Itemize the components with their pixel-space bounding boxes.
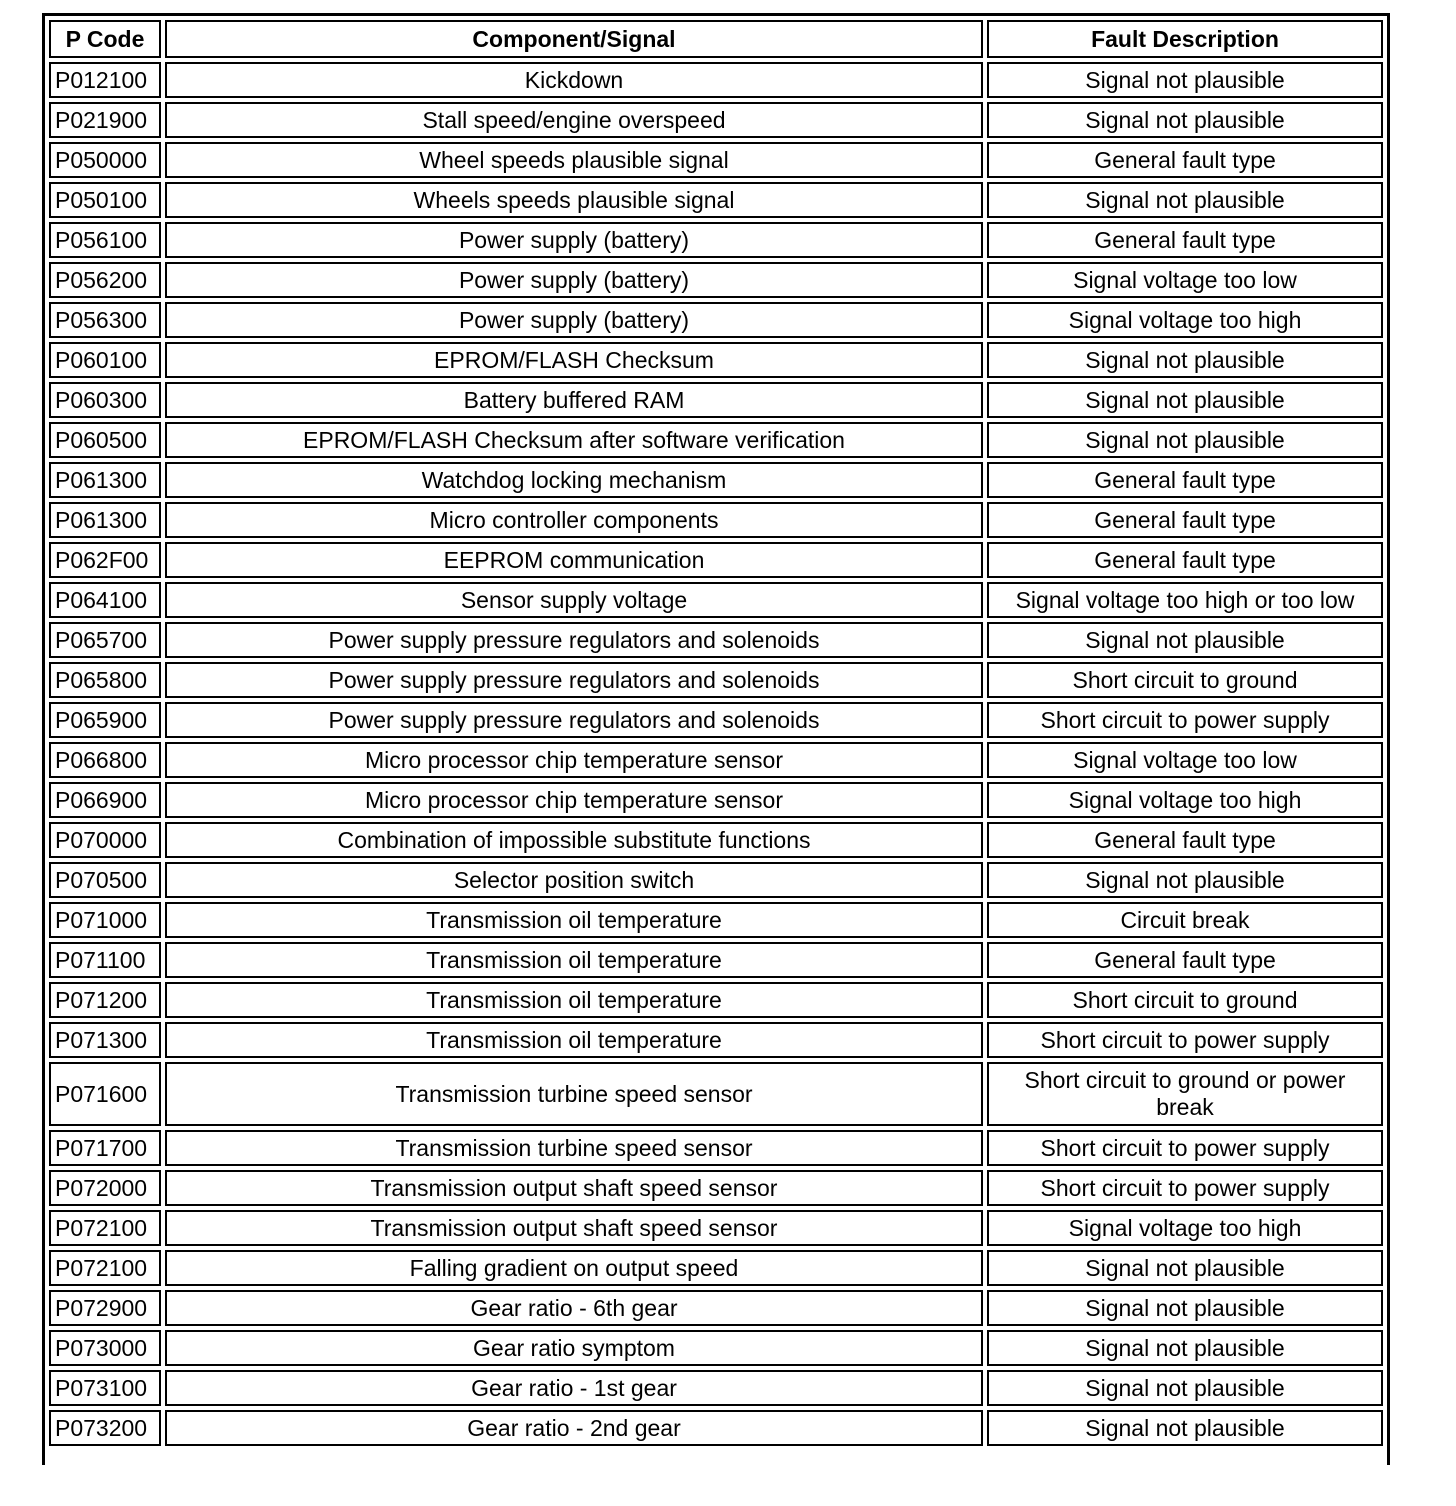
table-row <box>49 62 1383 98</box>
component-signal-cell: Power supply pressure regulators and solenoids <box>165 622 983 658</box>
p-code-cell: P072100 <box>49 1210 161 1246</box>
table-row <box>49 182 1383 218</box>
p-code-cell: P071300 <box>49 1022 161 1058</box>
p-code-cell: P056100 <box>49 222 161 258</box>
fault-description-cell: Signal not plausible <box>987 422 1383 458</box>
fault-description-cell: Signal not plausible <box>987 1290 1383 1326</box>
table-row <box>49 142 1383 178</box>
component-signal-cell: Kickdown <box>165 62 983 98</box>
component-signal-cell: Sensor supply voltage <box>165 582 983 618</box>
component-signal-cell: Power supply (battery) <box>165 222 983 258</box>
component-signal-cell: Gear ratio - 1st gear <box>165 1370 983 1406</box>
p-code-cell: P071200 <box>49 982 161 1018</box>
table-row <box>49 102 1383 138</box>
component-signal-cell: Transmission oil temperature <box>165 1022 983 1058</box>
table-row <box>49 542 1383 578</box>
p-code-cell: P050000 <box>49 142 161 178</box>
fault-description-cell: Short circuit to power supply <box>987 1170 1383 1206</box>
fault-description-cell: Signal voltage too high <box>987 782 1383 818</box>
fault-description-cell: Signal not plausible <box>987 1370 1383 1406</box>
p-code-cell: P065900 <box>49 702 161 738</box>
table-row <box>49 1170 1383 1206</box>
table-row <box>49 622 1383 658</box>
component-signal-cell: Gear ratio - 2nd gear <box>165 1410 983 1446</box>
table-row <box>49 942 1383 978</box>
table-row <box>49 1022 1383 1058</box>
table-row <box>49 902 1383 938</box>
table-row <box>49 1062 1383 1126</box>
p-code-cell: P071000 <box>49 902 161 938</box>
component-signal-cell: EEPROM communication <box>165 542 983 578</box>
fault-description-cell: Short circuit to ground or power break <box>987 1062 1383 1126</box>
fault-description-cell: Signal voltage too high <box>987 1210 1383 1246</box>
table-row <box>49 1370 1383 1406</box>
p-code-cell: P056300 <box>49 302 161 338</box>
p-code-cell: P021900 <box>49 102 161 138</box>
dtc-table <box>45 16 1387 1450</box>
fault-description-cell: Short circuit to power supply <box>987 1130 1383 1166</box>
header-p-code: P Code <box>49 20 161 58</box>
table-body <box>49 62 1383 1446</box>
component-signal-cell: Transmission oil temperature <box>165 982 983 1018</box>
component-signal-cell: Wheels speeds plausible signal <box>165 182 983 218</box>
p-code-cell: P066800 <box>49 742 161 778</box>
p-code-cell: P071700 <box>49 1130 161 1166</box>
table-row <box>49 422 1383 458</box>
p-code-cell: P060500 <box>49 422 161 458</box>
table-row <box>49 742 1383 778</box>
fault-description-cell: Signal not plausible <box>987 102 1383 138</box>
fault-description-cell: Signal not plausible <box>987 382 1383 418</box>
p-code-cell: P061300 <box>49 502 161 538</box>
p-code-cell: P073200 <box>49 1410 161 1446</box>
component-signal-cell: EPROM/FLASH Checksum after software verification <box>165 422 983 458</box>
fault-description-cell: Circuit break <box>987 902 1383 938</box>
fault-description-cell: Signal not plausible <box>987 862 1383 898</box>
component-signal-cell: Transmission output shaft speed sensor <box>165 1210 983 1246</box>
fault-description-cell: General fault type <box>987 462 1383 498</box>
p-code-cell: P065800 <box>49 662 161 698</box>
table-row <box>49 782 1383 818</box>
fault-description-cell: Signal not plausible <box>987 182 1383 218</box>
p-code-cell: P012100 <box>49 62 161 98</box>
table-row <box>49 222 1383 258</box>
fault-description-cell: Signal voltage too low <box>987 262 1383 298</box>
component-signal-cell: Battery buffered RAM <box>165 382 983 418</box>
component-signal-cell: Transmission turbine speed sensor <box>165 1130 983 1166</box>
component-signal-cell: Watchdog locking mechanism <box>165 462 983 498</box>
fault-description-cell: Short circuit to ground <box>987 662 1383 698</box>
table-row <box>49 1210 1383 1246</box>
table-row <box>49 662 1383 698</box>
component-signal-cell: Micro controller components <box>165 502 983 538</box>
p-code-cell: P066900 <box>49 782 161 818</box>
fault-description-cell: Short circuit to power supply <box>987 702 1383 738</box>
fault-description-cell: Signal voltage too high or too low <box>987 582 1383 618</box>
table-row <box>49 382 1383 418</box>
fault-description-cell: General fault type <box>987 822 1383 858</box>
table-header-row <box>49 20 1383 58</box>
p-code-cell: P071600 <box>49 1062 161 1126</box>
p-code-cell: P072000 <box>49 1170 161 1206</box>
header-fault-description: Fault Description <box>987 20 1383 58</box>
component-signal-cell: Wheel speeds plausible signal <box>165 142 983 178</box>
fault-description-cell: Short circuit to ground <box>987 982 1383 1018</box>
component-signal-cell: Gear ratio - 6th gear <box>165 1290 983 1326</box>
fault-description-cell: Signal not plausible <box>987 62 1383 98</box>
component-signal-cell: Stall speed/engine overspeed <box>165 102 983 138</box>
component-signal-cell: Power supply (battery) <box>165 302 983 338</box>
table-row <box>49 982 1383 1018</box>
fault-description-cell: Signal voltage too high <box>987 302 1383 338</box>
table-row <box>49 302 1383 338</box>
p-code-cell: P070000 <box>49 822 161 858</box>
fault-description-cell: Signal not plausible <box>987 342 1383 378</box>
p-code-cell: P060100 <box>49 342 161 378</box>
header-component-signal: Component/Signal <box>165 20 983 58</box>
p-code-cell: P062F00 <box>49 542 161 578</box>
table-row <box>49 342 1383 378</box>
p-code-cell: P050100 <box>49 182 161 218</box>
component-signal-cell: Transmission output shaft speed sensor <box>165 1170 983 1206</box>
p-code-cell: P064100 <box>49 582 161 618</box>
fault-description-cell: General fault type <box>987 142 1383 178</box>
fault-description-cell: Signal not plausible <box>987 1410 1383 1446</box>
table-row <box>49 462 1383 498</box>
table-row <box>49 1330 1383 1366</box>
fault-description-cell: Short circuit to power supply <box>987 1022 1383 1058</box>
table-row <box>49 1130 1383 1166</box>
p-code-cell: P065700 <box>49 622 161 658</box>
p-code-cell: P072900 <box>49 1290 161 1326</box>
p-code-cell: P056200 <box>49 262 161 298</box>
fault-description-cell: General fault type <box>987 502 1383 538</box>
component-signal-cell: Power supply (battery) <box>165 262 983 298</box>
table-row <box>49 1290 1383 1326</box>
table-row <box>49 262 1383 298</box>
component-signal-cell: Combination of impossible substitute functions <box>165 822 983 858</box>
p-code-cell: P061300 <box>49 462 161 498</box>
table-row <box>49 1410 1383 1446</box>
p-code-cell: P073100 <box>49 1370 161 1406</box>
component-signal-cell: Transmission oil temperature <box>165 942 983 978</box>
table-row <box>49 862 1383 898</box>
table-row <box>49 1250 1383 1286</box>
fault-description-cell: General fault type <box>987 542 1383 578</box>
fault-description-cell: Signal not plausible <box>987 1250 1383 1286</box>
component-signal-cell: Transmission turbine speed sensor <box>165 1062 983 1126</box>
table-row <box>49 502 1383 538</box>
component-signal-cell: Power supply pressure regulators and solenoids <box>165 702 983 738</box>
p-code-cell: P073000 <box>49 1330 161 1366</box>
component-signal-cell: Gear ratio symptom <box>165 1330 983 1366</box>
component-signal-cell: Falling gradient on output speed <box>165 1250 983 1286</box>
component-signal-cell: Selector position switch <box>165 862 983 898</box>
fault-description-cell: General fault type <box>987 222 1383 258</box>
fault-description-cell: Signal not plausible <box>987 1330 1383 1366</box>
table-row <box>49 822 1383 858</box>
p-code-cell: P072100 <box>49 1250 161 1286</box>
p-code-cell: P070500 <box>49 862 161 898</box>
p-code-cell: P060300 <box>49 382 161 418</box>
component-signal-cell: Micro processor chip temperature sensor <box>165 782 983 818</box>
fault-description-cell: Signal voltage too low <box>987 742 1383 778</box>
fault-description-cell: General fault type <box>987 942 1383 978</box>
component-signal-cell: Micro processor chip temperature sensor <box>165 742 983 778</box>
table-row <box>49 702 1383 738</box>
component-signal-cell: Transmission oil temperature <box>165 902 983 938</box>
p-code-cell: P071100 <box>49 942 161 978</box>
table-row <box>49 582 1383 618</box>
component-signal-cell: EPROM/FLASH Checksum <box>165 342 983 378</box>
component-signal-cell: Power supply pressure regulators and solenoids <box>165 662 983 698</box>
fault-description-cell: Signal not plausible <box>987 622 1383 658</box>
